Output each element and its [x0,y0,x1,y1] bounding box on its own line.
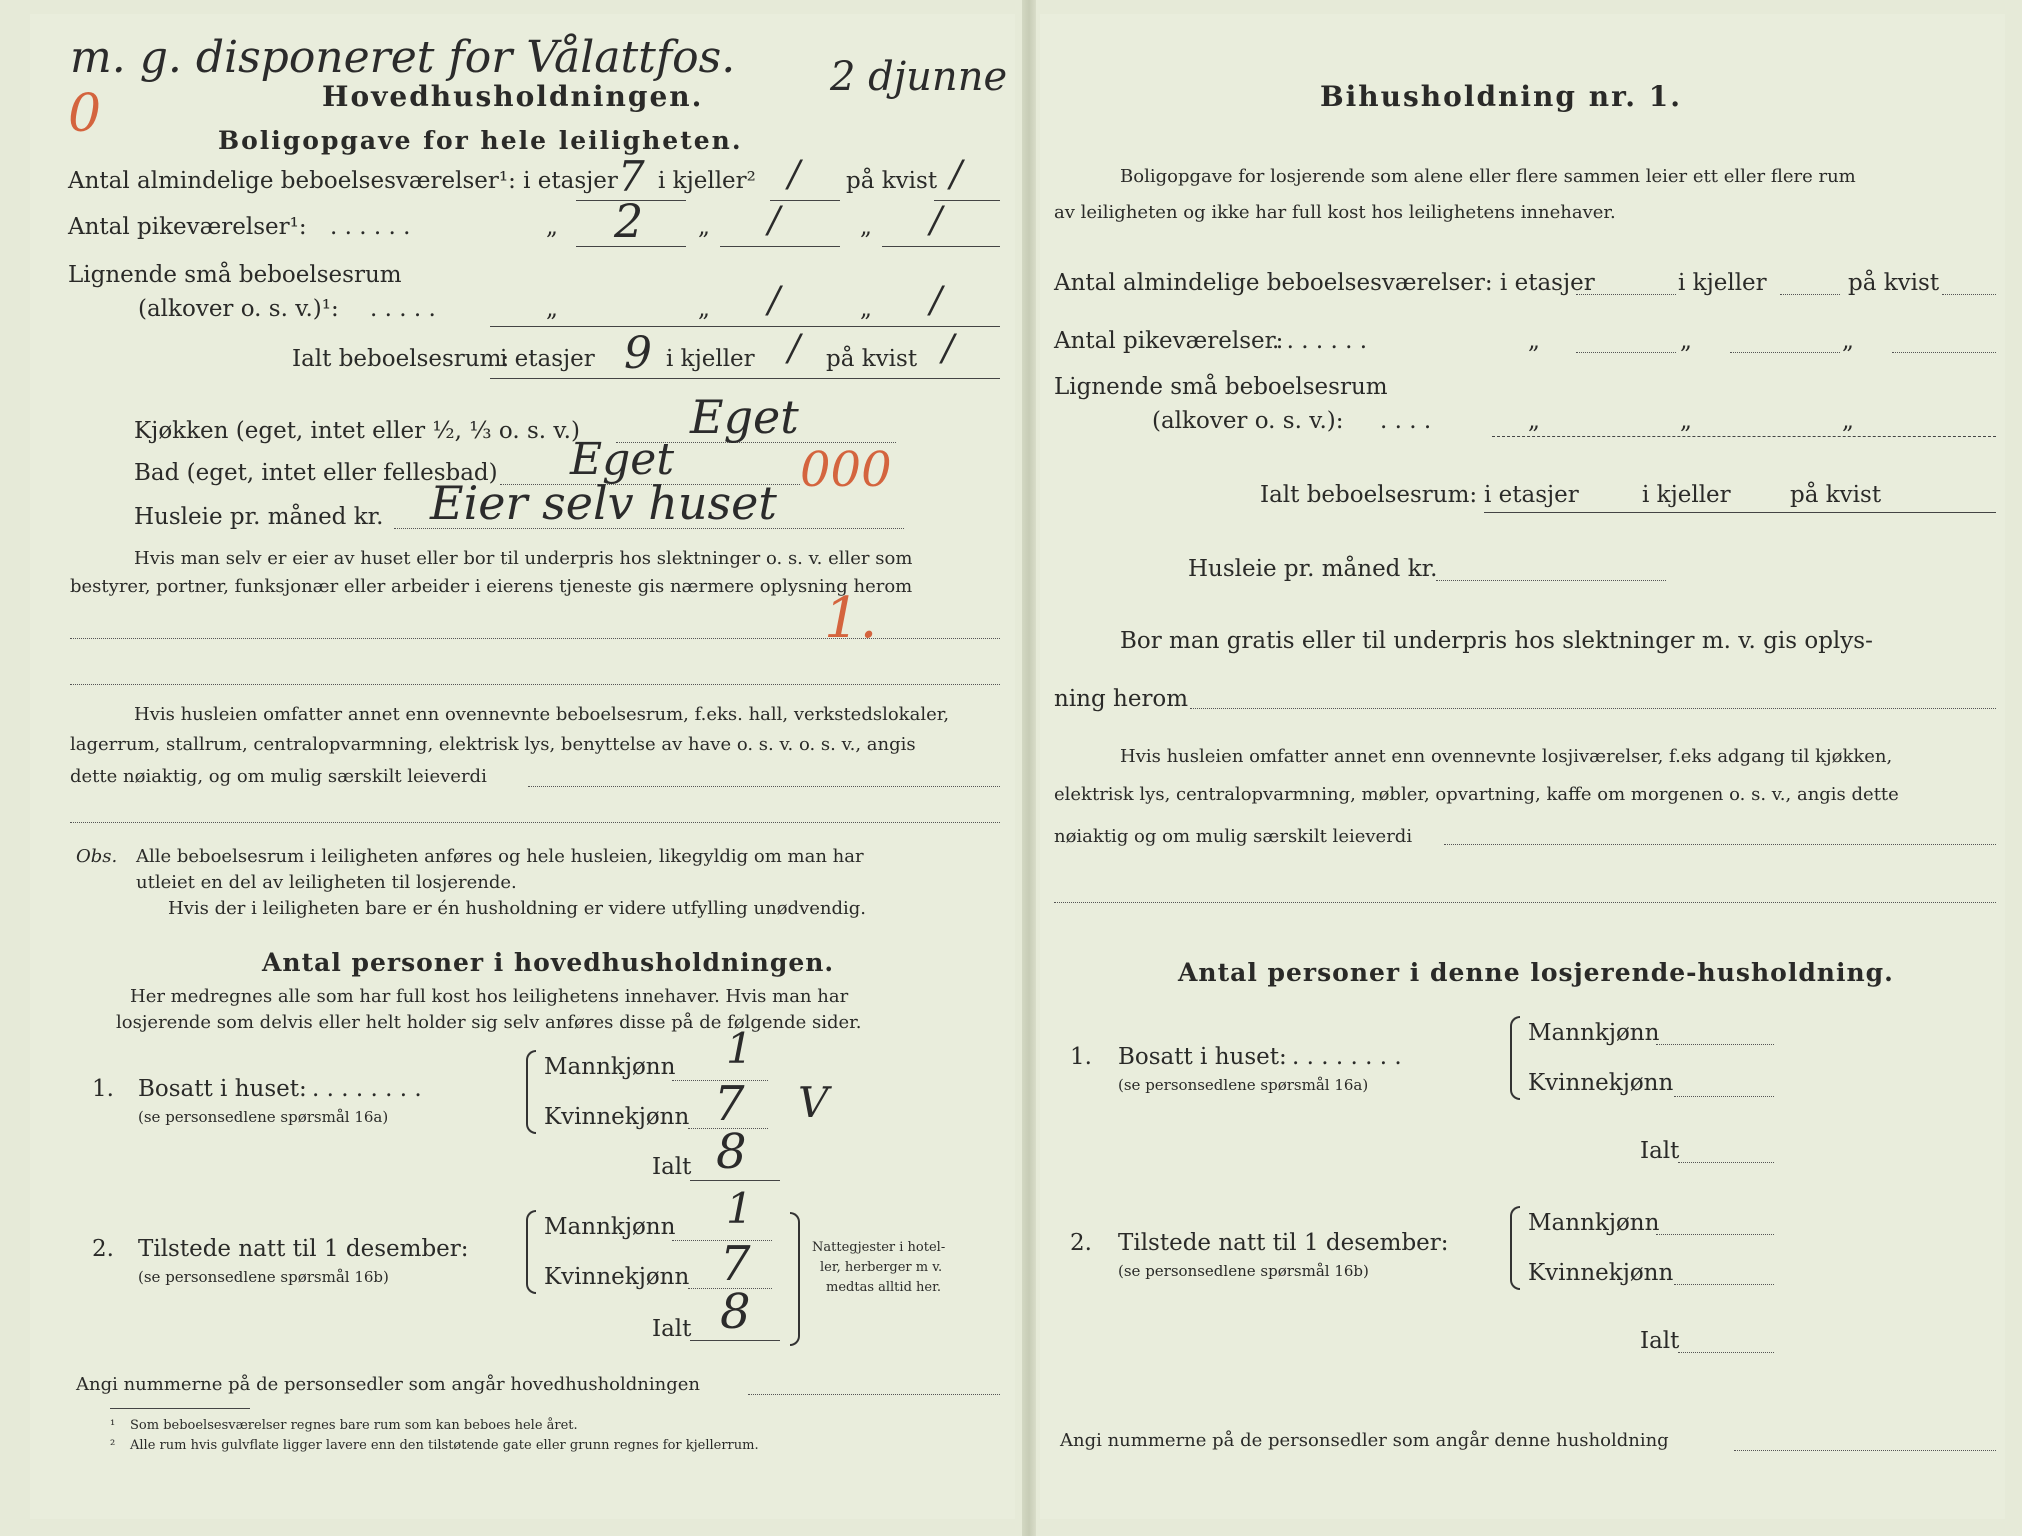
right-page-sub-household: Bihusholdning nr. 1. Boligopgave for losjerende som alene eller flere sammen leier ett eller flere rum av leiligheten og ikke har full kost hos leilighetens innehaver. Antal almindelige beboelsesværelser: i etasjer i kjeller på kvist Antal pikeværelser: . . . . . . . „ „ „ Lignende små beboelsesrum (alkover o. s. v.): . . . . „ „ „ Ialt beboelsesrum: i etasjer i kjeller på kvist Husleie pr. måned kr. Bor man gratis eller til underpris hos slektninger m. v. gis oplys- ning herom Hvis husleien omfatter annet enn ovennevnte losjiværelser, f.eks adgang til kjøkken, elektrisk lys, centralopvarmning, møbler, opvartning, kaffe om morgenen o. s. v., angis dette nøiaktig og om mulig særskilt leieverdi Antal personer i denne losjerende-husholdning. 1. Bosatt i huset: . . . . . . . . (se personsedlene spørsmål 16a) Mannkjønn Kvinnekjønn Ialt 2. Tilstede natt til 1 desember: (se personsedlene spørsmål 16b) Mannkjønn Kvinnekjønn Ialt Angi nummerne på de personsedler som angår denne husholdning [1040,14,2005,1519]
maid-attic-value: / [930,200,943,241]
right-rooms-question: Antal almindelige beboelsesværelser: i etasjer [1054,270,1595,296]
rooms-question: Antal almindelige beboelsesværelser¹: i etasjer [68,168,618,194]
rooms-cellar-label: i kjeller² [658,168,756,194]
total-floor-value: 9 [624,328,652,379]
resident-label: Bosatt i huset: [138,1076,307,1102]
left-page-main-household: 0 m. g. disponeret for Vålattfos. 2 djunne Hovedhusholdningen. Boligopgave for hele leiligheten. Antal almindelige beboelsesværelser¹: i etasjer 7 i kjeller² / på kvist / Antal pikeværelser¹: . . . . . . „ 2 „ / „ / Lignende små beboelsesrum (alkover o. s. v.)¹: . . . . . „ „ / „ / Ialt beboelsesrum: i etasjer 9 i kjeller / på kvist / Kjøkken (eget, intet eller ½, ⅓ o. s. v.) Eget Bad (eget, intet eller fellesbad) Eget 000 Husleie pr. måned kr. Eier selv huset Hvis man selv er eier av huset eller bor til underpris hos slektninger o. s. v. eller som bestyrer, portner, funksjonær eller arbeider i eierens tjeneste gis nærmere oplysning herom 1. Hvis husleien omfatter annet enn ovennevnte beboelsesrum, f.eks. hall, verkstedslokaler, lagerrum, stallrum, centralopvarmning, elektrisk lys, benyttelse av have o. s. v. o. s. v., angis dette nøiaktig, og om mulig særskilt leieverdi Obs. Alle beboelsesrum i leiligheten anføres og hele husleien, likegyldig om man har utleiet en del av leiligheten til losjerende. Hvis der i leiligheten bare er én husholdning er videre utfylling unødvendig. Antal personer i hovedhusholdningen. Her medregnes alle som har full kost hos leilighetens innehaver. Hvis man har losjerende som delvis eller helt holder sig selv anføres disse på de følgende sider. 1. Bosatt i huset: . . . . . . . . (se personsedlene spørsmål 16a) Mannkjønn 1 Kvinnekjønn 7 V Ialt 8 2. Tilstede natt til 1 desember: (se personsedlene spørsmål 16b) Mannkjønn 1 Kvinnekjønn 7 Ialt 8 Nattegjester i hotel- ler, herberger m v. medtas alltid her. Angi nummerne på de personsedler som angår hovedhusholdningen ¹ Som beboelsesværelser regnes bare rum som kan beboes hele året. ² Alle rum hvis gulvflate ligger lavere enn den tilstøtende gate eller grunn regnes for kjellerrum. [30,14,1015,1519]
handwritten-top-date: 2 djunne [830,54,1008,100]
right-persons-title: Antal personer i denne losjerende-husholdning. [1178,958,1894,987]
persons-title: Antal personer i hovedhusholdningen. [262,948,835,977]
maid-floor-value: 2 [614,194,644,248]
right-small-rooms-question: Lignende små beboelsesrum [1054,374,1388,400]
present-male-value: 1 [726,1184,753,1233]
right-numbers-label: Angi nummerne på de personsedler som angår denne husholdning [1060,1430,1669,1451]
rooms-attic-value: / [950,154,963,195]
right-resident-label: Bosatt i huset: [1118,1044,1287,1070]
bath-label: Bad (eget, intet eller fellesbad) [134,460,498,486]
resident-total-value: 8 [716,1124,747,1180]
handwritten-red-one: 1. [824,586,878,651]
resident-check-mark: V [798,1078,829,1127]
right-page-title: Bihusholdning nr. 1. [1320,80,1682,113]
small-attic-value: / [930,280,943,321]
kitchen-label: Kjøkken (eget, intet eller ½, ⅓ o. s. v.) [134,418,580,444]
rooms-cellar-value: / [788,154,801,195]
maid-rooms-question: Antal pikeværelser¹: [68,214,307,240]
page-fold [1022,0,1036,1536]
bath-value: Eget [570,434,675,485]
page-title: Hovedhusholdningen. [322,80,704,113]
total-attic-value: / [942,328,955,369]
resident-male-value: 1 [726,1024,753,1073]
handwritten-top-note: m. g. disponeret for Vålattfos. [70,32,736,83]
handwritten-red-ooo: 000 [800,442,892,498]
rooms-floor-value: 7 [618,152,645,201]
rent-label: Husleie pr. måned kr. [134,504,384,530]
small-cellar-value: / [768,280,781,321]
right-maid-question: Antal pikeværelser: [1054,328,1284,354]
right-present-label: Tilstede natt til 1 desember: [1118,1230,1449,1256]
maid-cellar-value: / [768,200,781,241]
page-subtitle: Boligopgave for hele leiligheten. [218,126,743,155]
rooms-attic-label: på kvist [846,168,938,194]
obs-label: Obs. [76,846,118,867]
present-female-value: 7 [720,1236,751,1292]
right-rent-label: Husleie pr. måned kr. [1188,556,1438,582]
present-total-value: 8 [720,1284,751,1340]
right-total-rooms-label: Ialt beboelsesrum: [1260,482,1478,508]
total-cellar-value: / [788,328,801,369]
kitchen-value: Eget [690,390,799,444]
resident-female-value: 7 [714,1076,745,1132]
total-rooms-label: Ialt beboelsesrum: [292,346,510,372]
numbers-label: Angi nummerne på de personsedler som angår hovedhusholdningen [76,1374,700,1395]
present-label: Tilstede natt til 1 desember: [138,1236,469,1262]
rent-value: Eier selv huset [430,476,777,530]
handwritten-red-zero: 0 [68,84,102,144]
small-rooms-question: Lignende små beboelsesrum [68,262,402,288]
